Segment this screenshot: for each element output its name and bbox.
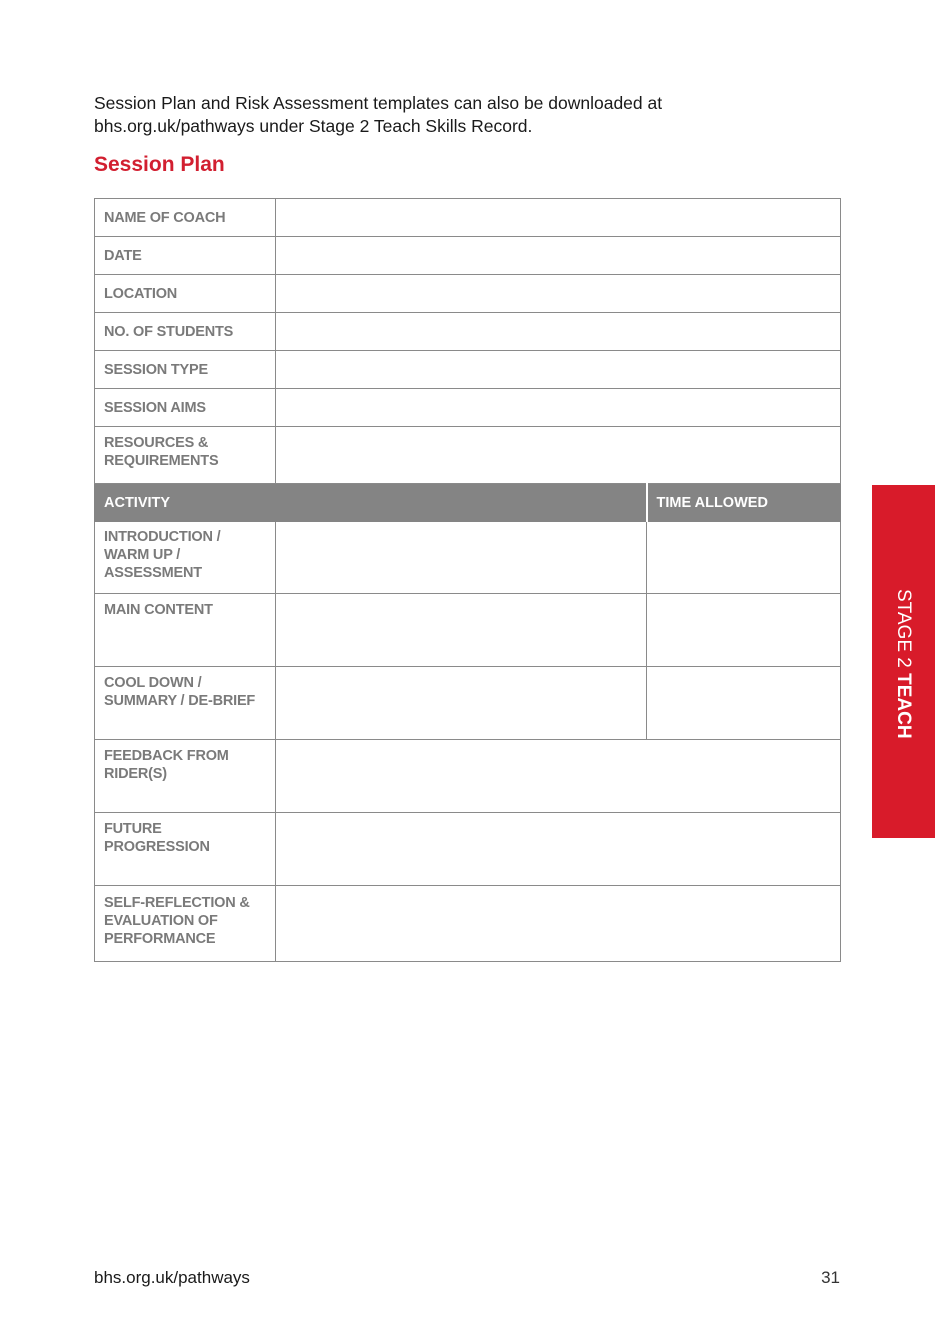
feedback-field[interactable] (276, 740, 841, 813)
side-tab-teach: TEACH (893, 673, 914, 739)
form-row (95, 740, 841, 813)
date-field[interactable] (276, 237, 841, 275)
resources-field[interactable] (276, 427, 841, 484)
row-label-name-of-coach: NAME OF COACH (95, 199, 276, 237)
footer-url: bhs.org.uk/pathways (94, 1268, 250, 1287)
session-aims-field[interactable] (276, 389, 841, 427)
location-field[interactable] (276, 275, 841, 313)
form-row (95, 275, 841, 313)
row-label-feedback: FEEDBACK FROM RIDER(S) (95, 740, 276, 813)
side-tab-label (892, 589, 914, 739)
form-row (95, 813, 841, 886)
form-row (95, 389, 841, 427)
activity-header: ACTIVITY (95, 484, 647, 522)
activity-header-row (95, 484, 841, 522)
form-row (95, 427, 841, 484)
intro-line-2: bhs.org.uk/pathways under Stage 2 Teach Skills Record. (94, 116, 533, 136)
row-label-session-aims: SESSION AIMS (95, 389, 276, 427)
row-label-date: DATE (95, 237, 276, 275)
no-of-students-field[interactable] (276, 313, 841, 351)
self-reflection-field[interactable] (276, 886, 841, 962)
time-allowed-header: TIME ALLOWED (647, 484, 841, 522)
row-label-session-type: SESSION TYPE (95, 351, 276, 389)
activity-row (95, 522, 841, 594)
row-label-location: LOCATION (95, 275, 276, 313)
main-content-activity-field[interactable] (276, 594, 647, 667)
main-content-time-field[interactable] (647, 594, 841, 667)
session-type-field[interactable] (276, 351, 841, 389)
cool-down-time-field[interactable] (647, 667, 841, 740)
session-plan-form (94, 198, 841, 962)
future-progression-field[interactable] (276, 813, 841, 886)
introduction-activity-field[interactable] (276, 522, 647, 594)
row-label-future-progression: FUTURE PROGRESSION (95, 813, 276, 886)
form-row (95, 313, 841, 351)
section-side-tab (872, 485, 935, 838)
page-title: Session Plan (94, 153, 225, 176)
intro-line-1: Session Plan and Risk Assessment templates can also be downloaded at (94, 93, 663, 113)
activity-row (95, 594, 841, 667)
form-row (95, 237, 841, 275)
row-label-cool-down: COOL DOWN / SUMMARY / DE-BRIEF (95, 667, 276, 740)
row-label-no-of-students: NO. OF STUDENTS (95, 313, 276, 351)
row-label-main-content: MAIN CONTENT (95, 594, 276, 667)
cool-down-activity-field[interactable] (276, 667, 647, 740)
name-of-coach-field[interactable] (276, 199, 841, 237)
form-row (95, 351, 841, 389)
intro-text (94, 92, 734, 138)
side-tab-stage: STAGE 2 (893, 589, 914, 668)
form-row (95, 886, 841, 962)
form-row (95, 199, 841, 237)
row-label-resources: RESOURCES & REQUIREMENTS (95, 427, 276, 484)
row-label-introduction: INTRODUCTION / WARM UP / ASSESSMENT (95, 522, 276, 594)
page-number: 31 (821, 1268, 840, 1287)
introduction-time-field[interactable] (647, 522, 841, 594)
row-label-self-reflection: SELF-REFLECTION & EVALUATION OF PERFORMANCE (95, 886, 276, 962)
activity-row (95, 667, 841, 740)
